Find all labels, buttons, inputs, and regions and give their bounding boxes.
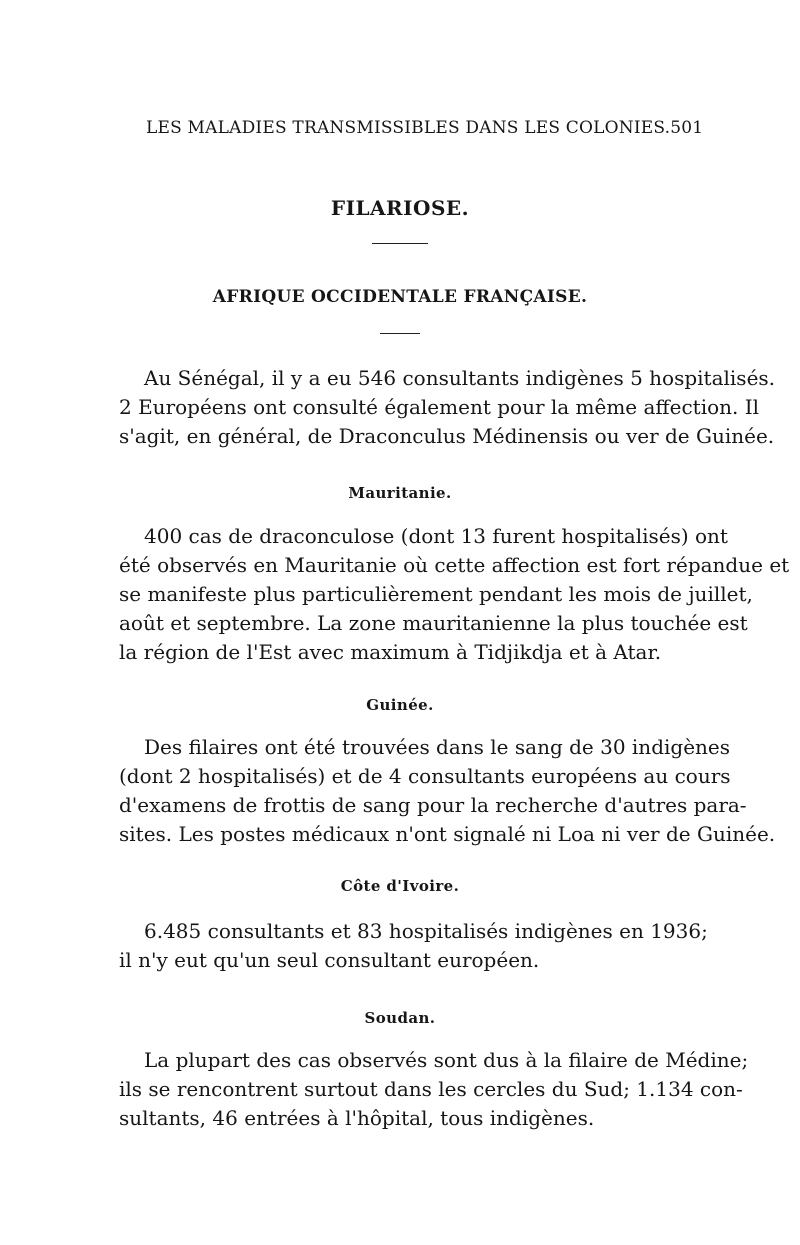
- section-paragraph-soudan: [119, 1046, 749, 1133]
- paragraph-line: 6.485 consultants et 83 hospitalisés indigènes en 1936;: [144, 919, 708, 943]
- paragraph-line: d'examens de frottis de sang pour la recherche d'autres para-: [119, 793, 747, 817]
- paragraph-line: sites. Les postes médicaux n'ont signalé ni Loa ni ver de Guinée.: [119, 822, 776, 846]
- paragraph-line: la région de l'Est avec maximum à Tidjikdja et à Atar.: [119, 640, 662, 664]
- divider-rule-bottom: [380, 333, 420, 334]
- divider-rule-top: [372, 243, 428, 244]
- page-number: 501: [670, 118, 704, 138]
- chapter-title: FILARIOSE.: [330, 196, 470, 220]
- region-heading: AFRIQUE OCCIDENTALE FRANÇAISE.: [212, 287, 588, 307]
- intro-paragraph: [119, 364, 776, 451]
- paragraph-line: (dont 2 hospitalisés) et de 4 consultants européens au cours: [119, 764, 731, 788]
- section-heading-guinee: Guinée.: [366, 696, 434, 714]
- section-paragraph-guinee: [119, 733, 776, 849]
- paragraph-line: La plupart des cas observés sont dus à la filaire de Médine;: [144, 1048, 749, 1072]
- paragraph-line: été observés en Mauritanie où cette affection est fort répandue et: [119, 553, 790, 577]
- paragraph-line: il n'y eut qu'un seul consultant européen.: [119, 948, 540, 972]
- paragraph-line: se manifeste plus particulièrement pendant les mois de juillet,: [119, 582, 753, 606]
- running-head-title: LES MALADIES TRANSMISSIBLES DANS LES COLONIES.: [146, 118, 671, 138]
- paragraph-line: Des filaires ont été trouvées dans le sang de 30 indigènes: [144, 735, 731, 759]
- paragraph-line: s'agit, en général, de Draconculus Médinensis ou ver de Guinée.: [119, 424, 775, 448]
- paragraph-line: Au Sénégal, il y a eu 546 consultants indigènes 5 hospitalisés.: [144, 366, 776, 390]
- section-heading-soudan: Soudan.: [364, 1009, 436, 1027]
- section-paragraph-cote-divoire: [119, 917, 708, 975]
- paragraph-line: sultants, 46 entrées à l'hôpital, tous indigènes.: [119, 1106, 595, 1130]
- section-heading-mauritanie: Mauritanie.: [348, 484, 452, 502]
- paragraph-line: ils se rencontrent surtout dans les cercles du Sud; 1.134 con-: [119, 1077, 743, 1101]
- section-heading-cote-divoire: Côte d'Ivoire.: [340, 877, 460, 895]
- section-paragraph-mauritanie: [119, 522, 790, 667]
- running-head: [146, 118, 704, 138]
- paragraph-line: août et septembre. La zone mauritanienne la plus touchée est: [119, 611, 748, 635]
- paragraph-line: 2 Européens ont consulté également pour la même affection. Il: [119, 395, 760, 419]
- paragraph-line: 400 cas de draconculose (dont 13 furent hospitalisés) ont: [144, 524, 728, 548]
